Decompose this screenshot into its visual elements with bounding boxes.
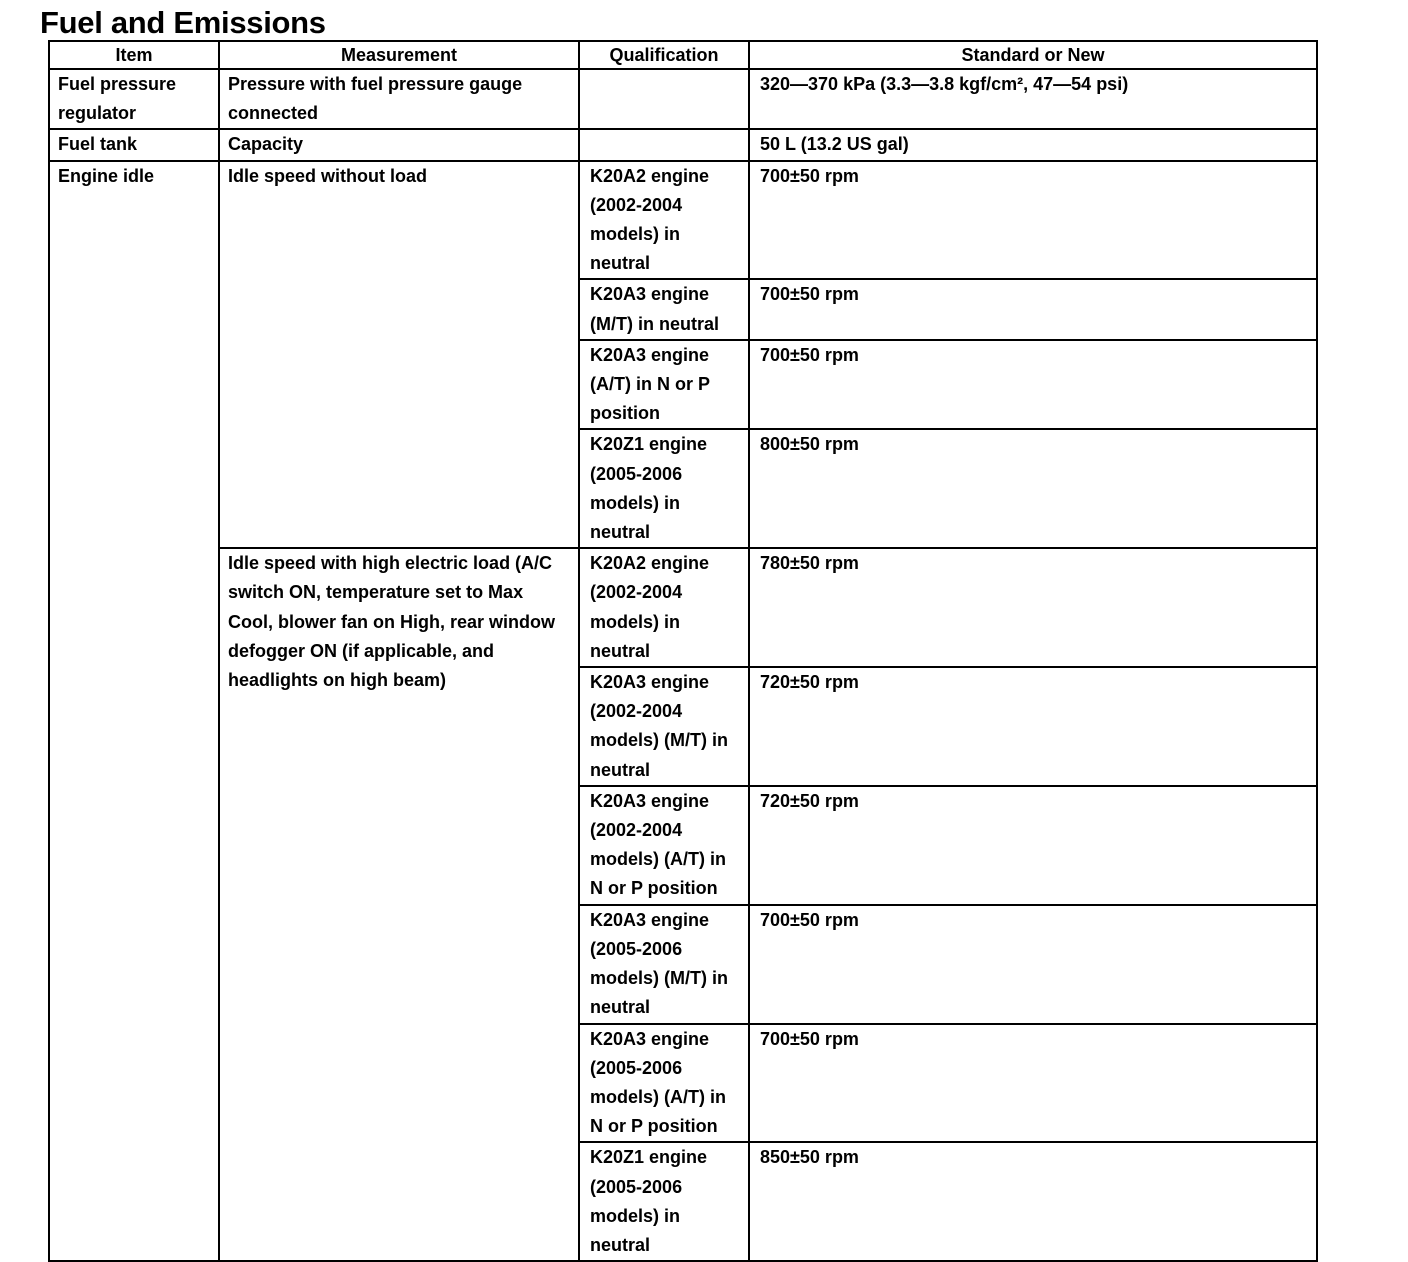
qualification-cell: K20A3 engine (2005-2006 models) (M/T) in neutral — [579, 905, 749, 1024]
qualification-cell: K20A3 engine (2002-2004 models) (M/T) in neutral — [579, 667, 749, 786]
standard-cell: 320—370 kPa (3.3—3.8 kgf/cm², 47—54 psi) — [749, 69, 1317, 129]
measurement-cell: Idle speed with high electric load (A/C switch ON, temperature set to Max Cool, blower fan on High, rear window defogger ON (if applicable, and headlights on high beam) — [219, 548, 579, 1261]
column-header-measurement: Measurement — [219, 41, 579, 69]
qualification-cell: K20A3 engine (A/T) in N or P position — [579, 340, 749, 430]
item-cell: Fuel tank — [49, 129, 219, 160]
standard-cell: 700±50 rpm — [749, 905, 1317, 1024]
column-header-item: Item — [49, 41, 219, 69]
table-row — [49, 69, 1317, 129]
fuel-emissions-table — [48, 40, 1318, 1262]
qualification-cell: K20A3 engine (2002-2004 models) (A/T) in N or P position — [579, 786, 749, 905]
standard-cell: 700±50 rpm — [749, 161, 1317, 280]
column-header-standard: Standard or New — [749, 41, 1317, 69]
standard-cell: 800±50 rpm — [749, 429, 1317, 548]
standard-cell: 700±50 rpm — [749, 340, 1317, 430]
qualification-cell: K20Z1 engine (2005-2006 models) in neutral — [579, 1142, 749, 1261]
table-row — [49, 129, 1317, 160]
standard-cell: 720±50 rpm — [749, 786, 1317, 905]
standard-cell: 720±50 rpm — [749, 667, 1317, 786]
table-row — [49, 548, 1317, 667]
qualification-cell — [579, 69, 749, 129]
standard-cell: 700±50 rpm — [749, 279, 1317, 339]
column-header-qualification: Qualification — [579, 41, 749, 69]
measurement-cell: Idle speed without load — [219, 161, 579, 549]
qualification-cell: K20A2 engine (2002-2004 models) in neutral — [579, 548, 749, 667]
qualification-cell: K20A2 engine (2002-2004 models) in neutral — [579, 161, 749, 280]
measurement-cell: Capacity — [219, 129, 579, 160]
table-row — [49, 161, 1317, 280]
qualification-cell: K20A3 engine (2005-2006 models) (A/T) in N or P position — [579, 1024, 749, 1143]
item-cell: Engine idle — [49, 161, 219, 1262]
standard-cell: 700±50 rpm — [749, 1024, 1317, 1143]
standard-cell: 50 L (13.2 US gal) — [749, 129, 1317, 160]
standard-cell: 850±50 rpm — [749, 1142, 1317, 1261]
qualification-cell: K20A3 engine (M/T) in neutral — [579, 279, 749, 339]
standard-cell: 780±50 rpm — [749, 548, 1317, 667]
qualification-cell — [579, 129, 749, 160]
item-cell: Fuel pressure regulator — [49, 69, 219, 129]
table-header-row — [49, 41, 1317, 69]
page-title: Fuel and Emissions — [40, 5, 326, 40]
qualification-cell: K20Z1 engine (2005-2006 models) in neutral — [579, 429, 749, 548]
measurement-cell: Pressure with fuel pressure gauge connected — [219, 69, 579, 129]
